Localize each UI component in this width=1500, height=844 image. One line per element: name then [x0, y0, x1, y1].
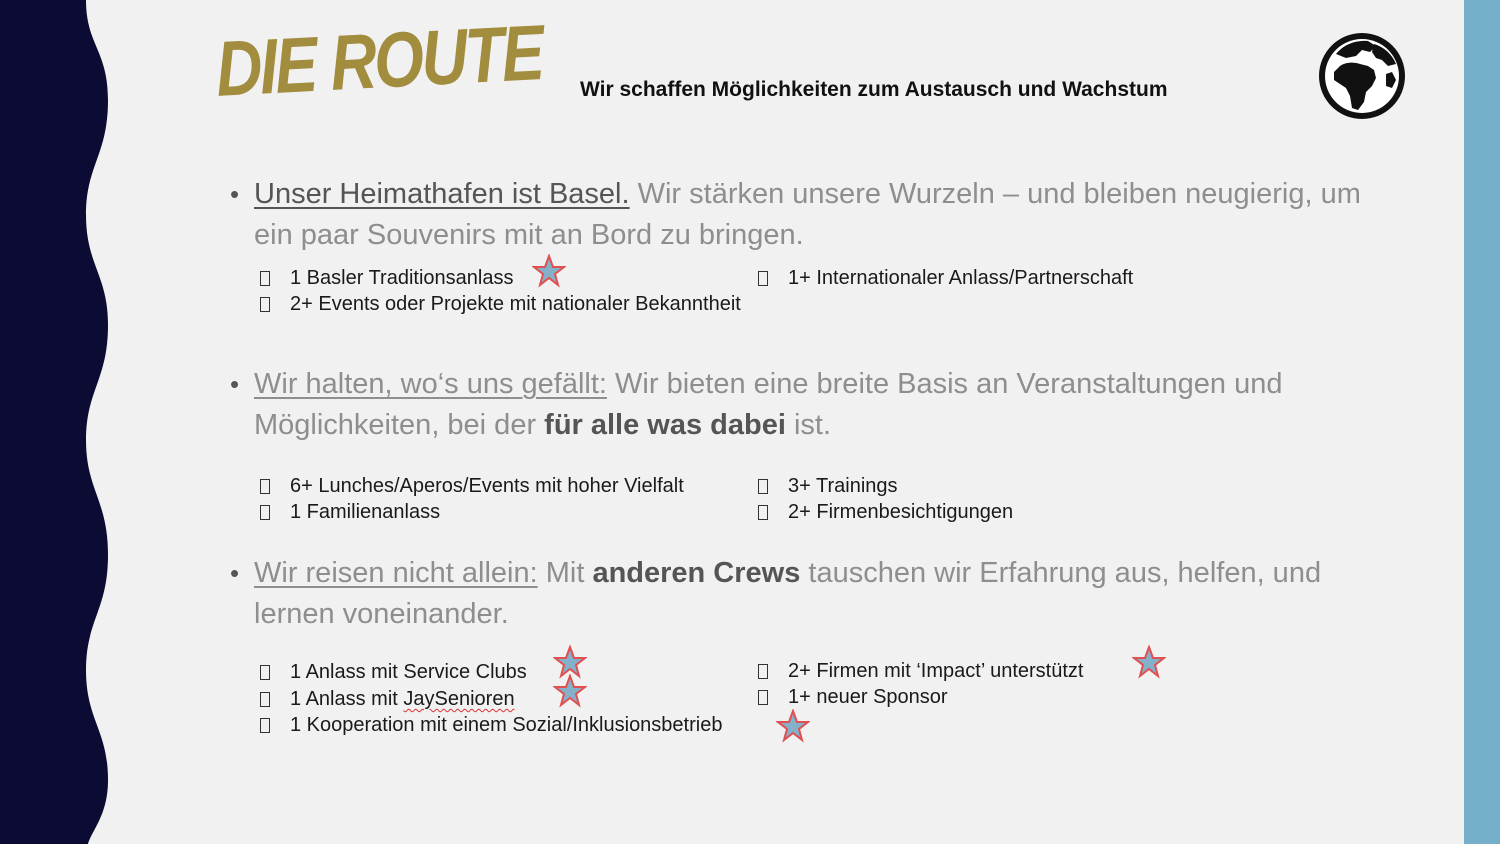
- list-item: 1 Anlass mit JaySenioren: [260, 686, 515, 712]
- list-item: 1+ Internationaler Anlass/Partnerschaft: [758, 265, 1133, 291]
- list-item: 3+ Trainings: [758, 473, 898, 499]
- list-item: 1+ neuer Sponsor: [758, 684, 948, 710]
- star-icon: [532, 254, 566, 288]
- section-text: Wir stärken unsere Wurzeln – und bleiben neugierig, um ein paar Souvenirs mit an Bord zu bringen.: [254, 178, 1361, 251]
- bullet-dot: •: [230, 558, 240, 588]
- spellcheck-word: JaySenioren: [403, 688, 515, 710]
- checkbox-icon: [758, 271, 768, 286]
- section-homeport: [230, 174, 1370, 256]
- left-decorative-band: [0, 0, 112, 844]
- checkbox-icon: [260, 297, 270, 312]
- list-item: 1 Anlass mit Service Clubs: [260, 659, 527, 685]
- globe-africa-icon: [1316, 30, 1408, 122]
- list-item: 6+ Lunches/Aperos/Events mit hoher Vielfalt: [260, 473, 684, 499]
- checkbox-icon: [758, 505, 768, 520]
- bullet-dot: •: [230, 179, 240, 209]
- checkbox-icon: [758, 479, 768, 494]
- bullet-dot: •: [230, 369, 240, 399]
- star-icon: [553, 674, 587, 708]
- checkbox-icon: [260, 692, 270, 707]
- checkbox-icon: [758, 664, 768, 679]
- section-heading: Unser Heimathafen ist Basel.: [254, 178, 630, 210]
- checkbox-icon: [260, 665, 270, 680]
- list-item: 2+ Firmenbesichtigungen: [758, 499, 1013, 525]
- right-decorative-band: [1464, 0, 1500, 844]
- section-stops: • Wir halten, wo‘s uns gefällt: Wir bieten eine breite Basis an Veranstaltungen und Möglichkeiten, bei der für alle was dabei ist.: [230, 364, 1370, 446]
- section-crews: • Wir reisen nicht allein: Mit anderen Crews tauschen wir Erfahrung aus, helfen, und lernen voneinander.: [230, 553, 1370, 635]
- star-icon: [776, 709, 810, 743]
- list-item: 1 Kooperation mit einem Sozial/Inklusionsbetrieb: [260, 712, 722, 738]
- list-item: 1 Basler Traditionsanlass: [260, 265, 513, 291]
- section-heading: Wir halten, wo‘s uns gefällt:: [254, 368, 607, 400]
- list-item: 1 Familienanlass: [260, 499, 440, 525]
- slide-subtitle: Wir schaffen Möglichkeiten zum Austausch und Wachstum: [580, 78, 1168, 101]
- checkbox-icon: [260, 505, 270, 520]
- checkbox-icon: [260, 271, 270, 286]
- section-heading: Wir reisen nicht allein:: [254, 557, 538, 589]
- star-icon: [1132, 645, 1166, 679]
- checkbox-icon: [260, 479, 270, 494]
- list-item: 2+ Events oder Projekte mit nationaler Bekanntheit: [260, 291, 741, 317]
- wave-shape: [0, 0, 108, 844]
- checkbox-icon: [758, 690, 768, 705]
- slide-title: DIE ROUTE: [213, 7, 545, 113]
- list-item: 2+ Firmen mit ‘Impact’ unterstützt: [758, 658, 1083, 684]
- checkbox-icon: [260, 718, 270, 733]
